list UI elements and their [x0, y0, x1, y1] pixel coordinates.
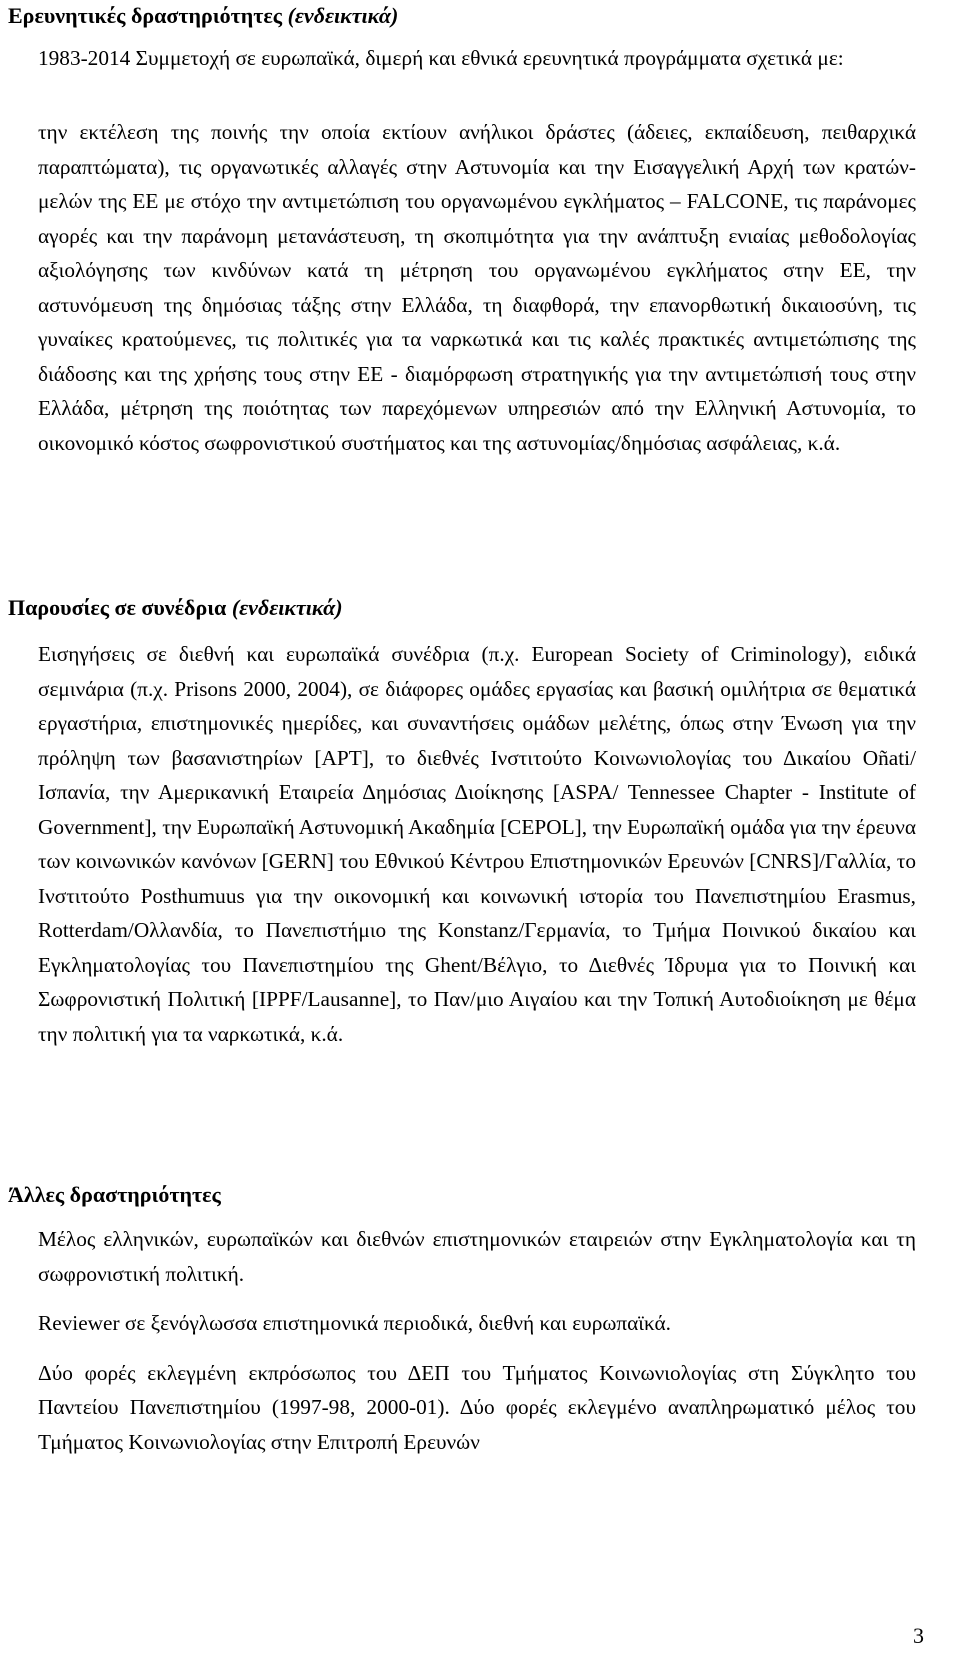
research-heading-paren: (ενδεικτικά)	[287, 3, 399, 28]
other-item-reviewer: Reviewer σε ξενόγλωσσα επιστημονικά περιοδικά, διεθνή και ευρωπαϊκά.	[38, 1311, 672, 1335]
conferences-heading	[8, 594, 343, 622]
other-list	[38, 1222, 916, 1474]
research-intro: 1983-2014 Συμμετοχή σε ευρωπαϊκά, διμερή και εθνικά ερευνητικά προγράμματα σχετικά με:	[38, 46, 844, 70]
conferences-heading-main: Παρουσίες σε συνέδρια	[8, 595, 227, 620]
other-heading: Άλλες δραστηριότητες	[8, 1182, 221, 1207]
other-item-membership: Μέλος ελληνικών, ευρωπαϊκών και διεθνών επιστημονικών εταιρειών στην Εγκληματολογία και τη σωφρονιστική πολιτική.	[38, 1227, 916, 1286]
conferences-body: Εισηγήσεις σε διεθνή και ευρωπαϊκά συνέδρια (π.χ. European Society of Criminology), ειδικά σεμινάρια (π.χ. Prisons 2000, 2004), σε διάφορες ομάδες εργασίας και βασική ομιλήτρια σε θεματικά εργαστήρια, επιστημονικές ημερίδες, και συναντήσεις ομάδων μελέτης, όπως στην Ένωση για την πρόληψη των βασανιστηρίων [APT], το διεθνές Ινστιτούτο Κοινωνιολογίας του Δικαίου Oñati/ Ισπανία, την Αμερικανική Εταιρεία Δημόσιας Διοίκησης [ASPA/ Tennessee Chapter - Institute of Government], την Ευρωπαϊκή Αστυνομική Ακαδημία [CEPOL], την Ευρωπαϊκή ομάδα για την έρευνα των κοινωνικών κανόνων [GERN] του Εθνικού Κέντρου Επιστημονικών Ερευνών [CNRS]/Γαλλία, το Ινστιτούτο Posthumuus για την οικονομική και κοινωνική ιστορία του Πανεπιστημίου Erasmus, Rotterdam/Ολλανδία, το Πανεπιστήμιο της Konstanz/Γερμανία, το Τμήμα Ποινικού δικαίου και Εγκληματολογίας του Πανεπιστημίου της Ghent/Βέλγιο, το Διεθνές Ίδρυμα για το Ποινική και Σωφρονιστική Πολιτική [IPPF/Lausanne], το Παν/μιο Αιγαίου και την Τοπική Αυτοδιοίκηση με θέμα την πολιτική για τα ναρκωτικά, κ.ά.	[38, 642, 916, 1046]
research-body: την εκτέλεση της ποινής την οποία εκτίουν ανήλικοι δράστες (άδειες, εκπαίδευση, πειθαρχικά παραπτώματα), τις οργανωτικές αλλαγές στην Αστυνομία και την Εισαγγελική Αρχή των κρατών-μελών της ΕΕ με στόχο την αντιμετώπιση του οργανωμένου εγκλήματος – FALCONE, τις παράνομες αγορές και την παράνομη μετανάστευση, τη σκοπιμότητα για την ανάπτυξη ενιαίας μεθοδολογίας αξιολόγησης των κινδύνων κατά τη μέτρηση του οργανωμένου εγκλήματος στην ΕΕ, την αστυνόμευση της δημόσιας τάξης στην Ελλάδα, τη διαφθορά, την επανορθωτική δικαιοσύνη, τις γυναίκες κρατούμενες, τις πολιτικές για τα ναρκωτικά και τις καλές πρακτικές αντιμετώπισης της διάδοσης και της χρήσης τους στην ΕΕ - διαμόρφωση στρατηγικής για την αντιμετώπισή τους στην Ελλάδα, μέτρηση της ποιότητας των παρεχόμενων υπηρεσιών από την Ελληνική Αστυνομία, το οικονομικό κόστος σωφρονιστικού συστήματος και της αστυνομίας/δημόσιας ασφάλειας, κ.ά.	[38, 120, 916, 455]
research-heading-main: Ερευνητικές δραστηριότητες	[8, 3, 283, 28]
other-item-senate: Δύο φορές εκλεγμένη εκπρόσωπος του ΔΕΠ του Τμήματος Κοινωνιολογίας στη Σύγκλητο του Παντείου Πανεπιστημίου (1997-98, 2000-01). Δύο φορές εκλεγμένο αναπληρωματικό μέλος του Τμήματος Κοινωνιολογίας στην Επιτροπή Ερευνών	[38, 1360, 916, 1454]
conferences-heading-paren: (ενδεικτικά)	[231, 595, 343, 620]
research-heading	[8, 2, 398, 30]
page-number: 3	[913, 1623, 924, 1648]
